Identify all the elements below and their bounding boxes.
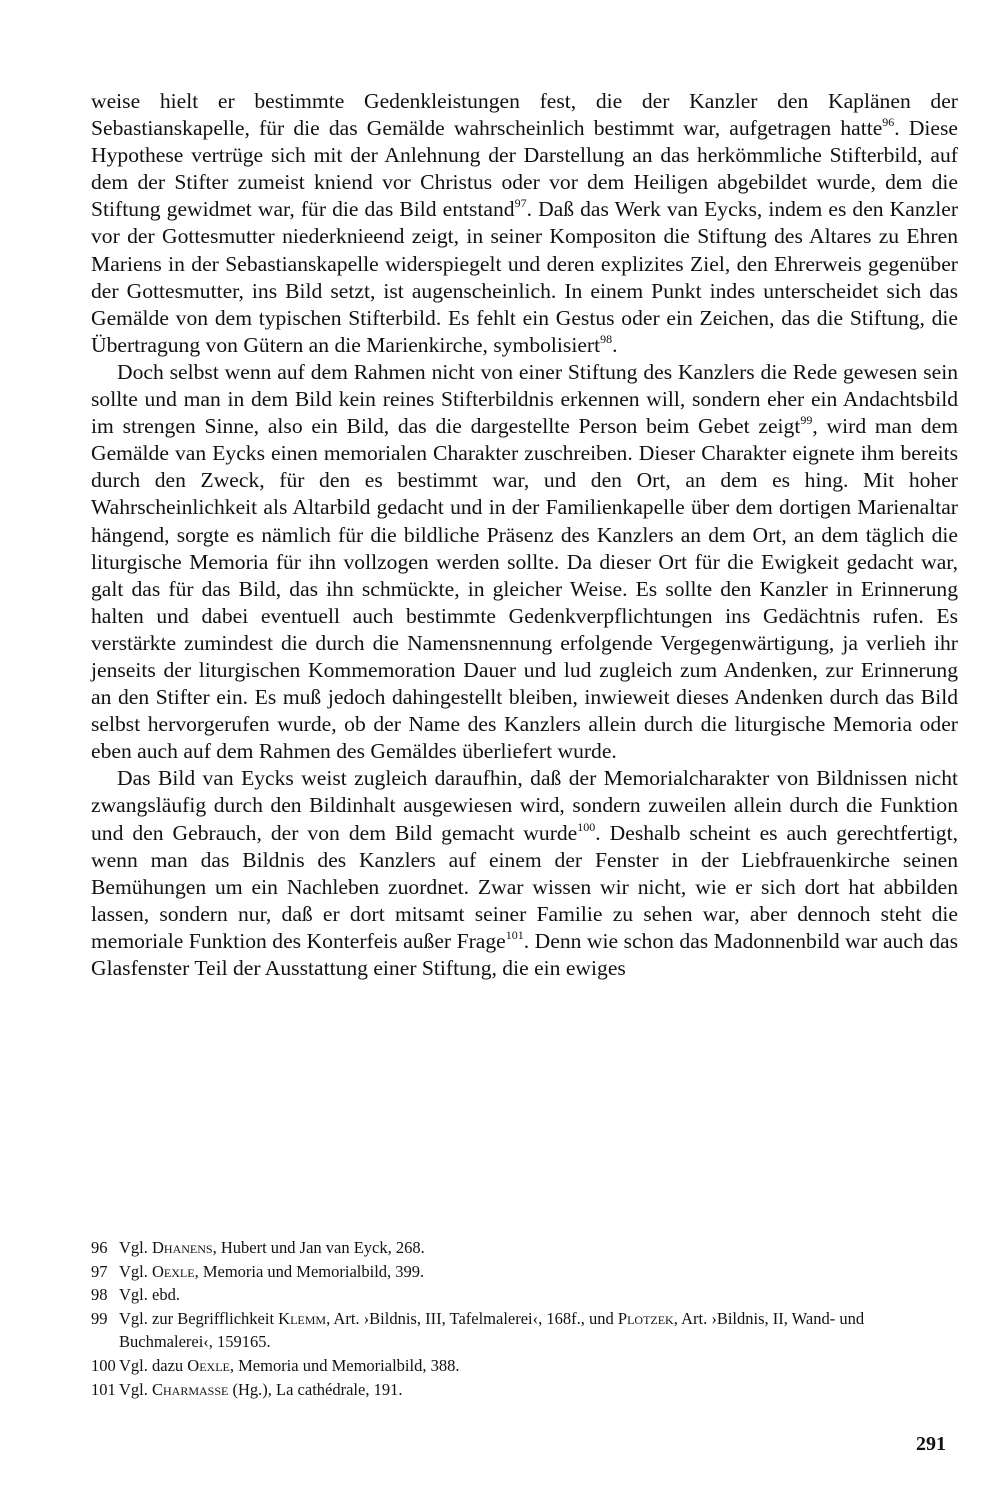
text-run: . Daß das Werk van Eycks, indem es den Kanzler vor der Gottesmutter niederknieend zeigt, in seiner Kompositon die Stiftung des Altares zu Ehren Mariens in der Sebastianskapelle widerspiegelt und deren explizites Ziel, den Ehrerweis gegenüber der Gottesmutter, ins Bild setzt, ist augenscheinlich. In einem Punkt indes unterscheidet sich das Gemälde von dem typischen Stifterbild. Es fehlt ein Gestus oder ein Zeichen, das die Stiftung, die Übertragung von Gütern an die Marienkirche, symbolisiert [91,197,959,357]
footnote-reference: 100 [577,819,596,834]
footnote [91,1236,958,1260]
footnote-reference: 98 [600,331,613,346]
footnote [91,1260,958,1284]
footnotes [91,1236,958,1401]
text-run: , Art. ›Bildnis, III, Tafelmalerei‹, 168f., und [326,1308,618,1328]
footnote [91,1378,958,1402]
footnote-reference: 97 [514,196,527,211]
footnote-text [119,1260,958,1284]
author-name: Charmasse [152,1379,229,1399]
page-number: 291 [916,1433,946,1455]
text-run: , Memoria und Memorialbild, 388. [229,1355,460,1375]
footnote-text [119,1354,958,1378]
footnote-reference: 96 [882,115,895,130]
footnote-text [119,1307,958,1354]
footnote [91,1354,958,1378]
text-run: . Deshalb scheint es auch gerechtfertigt, wenn man das Bildnis des Kanzlers auf einem der Fenster in der Liebfrauenkirche seinen Bemühungen um ein Nachleben zuordnet. Zwar wissen wir nicht, wie er sich dort hat abbilden lassen, sondern nur, daß er dort mitsamt seiner Familie zu sehen war, aber dennoch steht die memoriale Funktion des Konterfeis außer Frage [91,820,959,953]
text-run: . [612,332,618,357]
text-run: weise hielt er bestimmte Gedenkleistungen fest, die der Kanzler den Kaplänen der Sebastianskapelle, für die das Gemälde wahrscheinlich bestimmt war, aufgetragen hatte [91,89,958,141]
text-run: . Diese Hypothese vertrüge sich mit der Anlehnung der Darstellung an das herkömmliche Stifterbild, auf dem der Stifter zumeist kniend vor Christus oder vor dem Heiligen abgebildet wurde, dem die Stiftung gewidmet war, für die das Bild entstand [91,116,958,222]
text-run: . Denn wie schon das Madonnenbild war auch das Glasfenster Teil der Ausstattung einer Stiftung, die ein ewiges [91,928,958,980]
text-run: Vgl. zur Begrifflichkeit [119,1308,279,1328]
paragraph [91,765,958,982]
text-run: Vgl. [119,1261,152,1281]
text-run: , Art. ›Bildnis, II, Wand- und Buchmalerei‹, 159165. [119,1308,865,1352]
text-run: Vgl. ebd. [119,1285,180,1305]
footnote-number: 100 [91,1355,116,1375]
footnote-text [119,1378,958,1402]
text-run: , Hubert und Jan van Eyck, 268. [212,1238,425,1257]
text-run: , Memoria und Memorialbild, 399. [194,1261,425,1281]
text-run: (Hg.), La cathédrale, 191. [228,1379,403,1399]
author-name: Dhanens [152,1238,213,1257]
footnote [91,1283,958,1307]
body-text [91,88,958,982]
text-run: Das Bild van Eycks weist zugleich daraufhin, daß der Memorialcharakter von Bildnissen nicht zwangsläufig durch den Bildinhalt ausgewiesen wird, sondern zuweilen allein durch die Funktion und den Gebrauch, der von dem Bild gemacht wurde [91,766,958,845]
author-name: Oexle [187,1355,230,1375]
text-run: Vgl. [119,1379,152,1399]
paragraph [91,88,958,359]
footnote-text [119,1236,958,1260]
footnote-number: 97 [91,1261,108,1281]
footnote [91,1307,958,1354]
text-run: Vgl. [119,1238,152,1257]
text-run: Doch selbst wenn auf dem Rahmen nicht von einer Stiftung des Kanzlers die Rede gewesen sein sollte und man in dem Bild kein reines Stifterbildnis erkennen will, sondern eher ein Andachtsbild im strengen Sinne, also ein Bild, das die dargestellte Person beim Gebet zeigt [91,359,958,439]
paragraph [91,359,958,765]
footnote-number: 96 [91,1238,108,1257]
text-run: , wird man dem Gemälde van Eycks einen memorialen Charakter zuschreiben. Dieser Charakter eignete ihm bereits durch den Zweck, für den es bestimmt war, und den Ort, an dem es hing. Mit hoher Wahrscheinlichkeit als Altarbild gedacht und in der Familienkapelle über dem dortigen Marienaltar hängend, sorgte es nämlich für die bildliche Präsenz des Kanzlers an dem Ort, an dem täglich die liturgische Memoria für ihn vollzogen werden sollte. Da dieser Ort für die Ewigkeit gedacht war, galt das für das Bild, das ihn schmückte, in gleicher Weise. Es sollte den Kanzler in Erinnerung halten und dabei eventuell auch bestimmte Gedenkverpflichtungen ins Gedächtnis rufen. Es verstärkte zumindest die durch die Namensnennung erfolgende Vergegenwärtigung, ja verlieh ihr jenseits der liturgischen Kommemoration Dauer und lud zugleich zum Andenken, zur Erinnerung an den Stifter ein. Es muß jedoch dahingestellt bleiben, inwieweit dieses Andenken durch das Bild selbst hervorgerufen wurde, ob der Name des Kanzlers allein durch die liturgische Memoria oder eben auch auf dem Rahmen des Gemäldes überliefert wurde. [91,414,959,764]
footnote-number: 101 [91,1379,116,1399]
footnote-reference: 99 [800,413,813,428]
author-name: Plotzek [617,1308,674,1328]
author-name: Oexle [152,1261,195,1281]
footnote-number: 99 [91,1308,108,1328]
author-name: Klemm [278,1308,327,1328]
text-run: Vgl. dazu [119,1355,188,1375]
footnote-reference: 101 [505,927,524,942]
footnote-text [119,1283,958,1307]
footnote-number: 98 [91,1285,108,1305]
